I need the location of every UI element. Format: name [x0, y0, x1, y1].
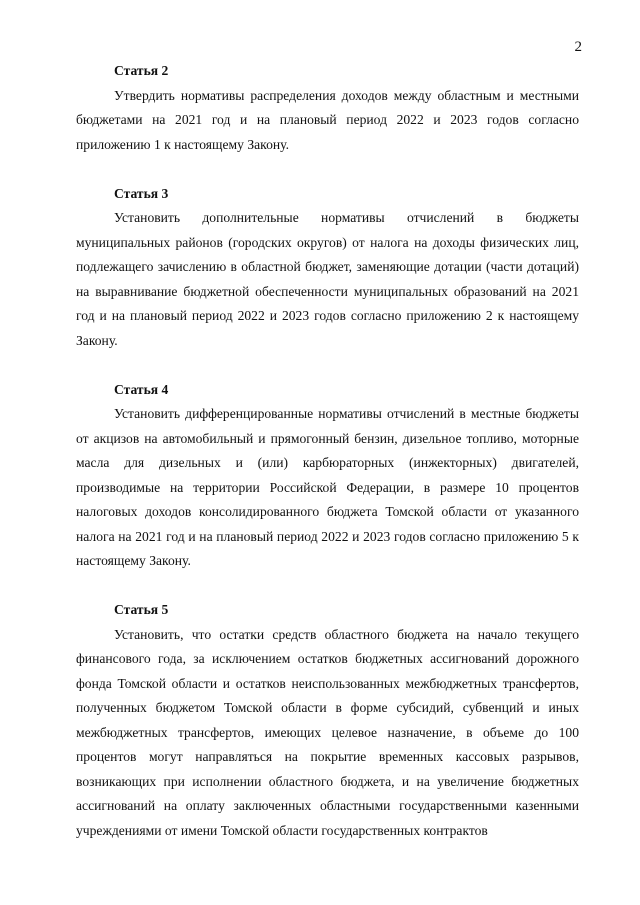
article-heading: Статья 5 — [114, 602, 169, 618]
article-2 — [76, 59, 579, 157]
article-heading: Статья 4 — [114, 381, 169, 397]
article-5 — [76, 598, 579, 843]
article-body: Установить дифференцированные нормативы отчислений в местные бюджеты от акцизов на автомобильный и прямогонный бензин, дизельное топливо, моторные масла для дизельных и (или) карбюраторных (инжекторных) двигателей, производимые на территории Российской Федерации, в размере 10 процентов налоговых доходов консолидированного бюджета Томской области от указанного налога на 2021 год и на плановый период 2022 и 2023 годов согласно приложению 5 к настоящему Закону. — [76, 406, 579, 569]
article-4 — [76, 378, 579, 574]
article-heading: Статья 3 — [114, 185, 169, 201]
document-content — [76, 59, 579, 843]
article-body: Утвердить нормативы распределения доходов между областным и местными бюджетами на 2021 год и на плановый период 2022 и 2023 годов согласно приложению 1 к настоящему Закону. — [76, 87, 579, 152]
article-body: Установить, что остатки средств областного бюджета на начало текущего финансового года, за исключением остатков бюджетных ассигнований дорожного фонда Томской области и остатков неиспользованных межбюджетных трансфертов, полученных бюджетом Томской области в форме субсидий, субвенций и иных межбюджетных трансфертов, имеющих целевое назначение, в объеме до 100 процентов могут направляться на покрытие временных кассовых разрывов, возникающих при исполнении областного бюджета, и на увеличение бюджетных ассигнований на оплату заключенных областными государственными казенными учреждениями от имени Томской области государственных контрактов — [76, 626, 579, 838]
article-3 — [76, 182, 579, 354]
page-number: 2 — [574, 39, 582, 55]
article-body: Установить дополнительные нормативы отчислений в бюджеты муниципальных районов (городских округов) от налога на доходы физических лиц, подлежащего зачислению в областной бюджет, заменяющие дотации (части дотаций) на выравнивание бюджетной обеспеченности муниципальных образований на 2021 год и на плановый период 2022 и 2023 годов согласно приложению 2 к настоящему Закону. — [76, 210, 579, 348]
article-heading: Статья 2 — [114, 63, 169, 78]
